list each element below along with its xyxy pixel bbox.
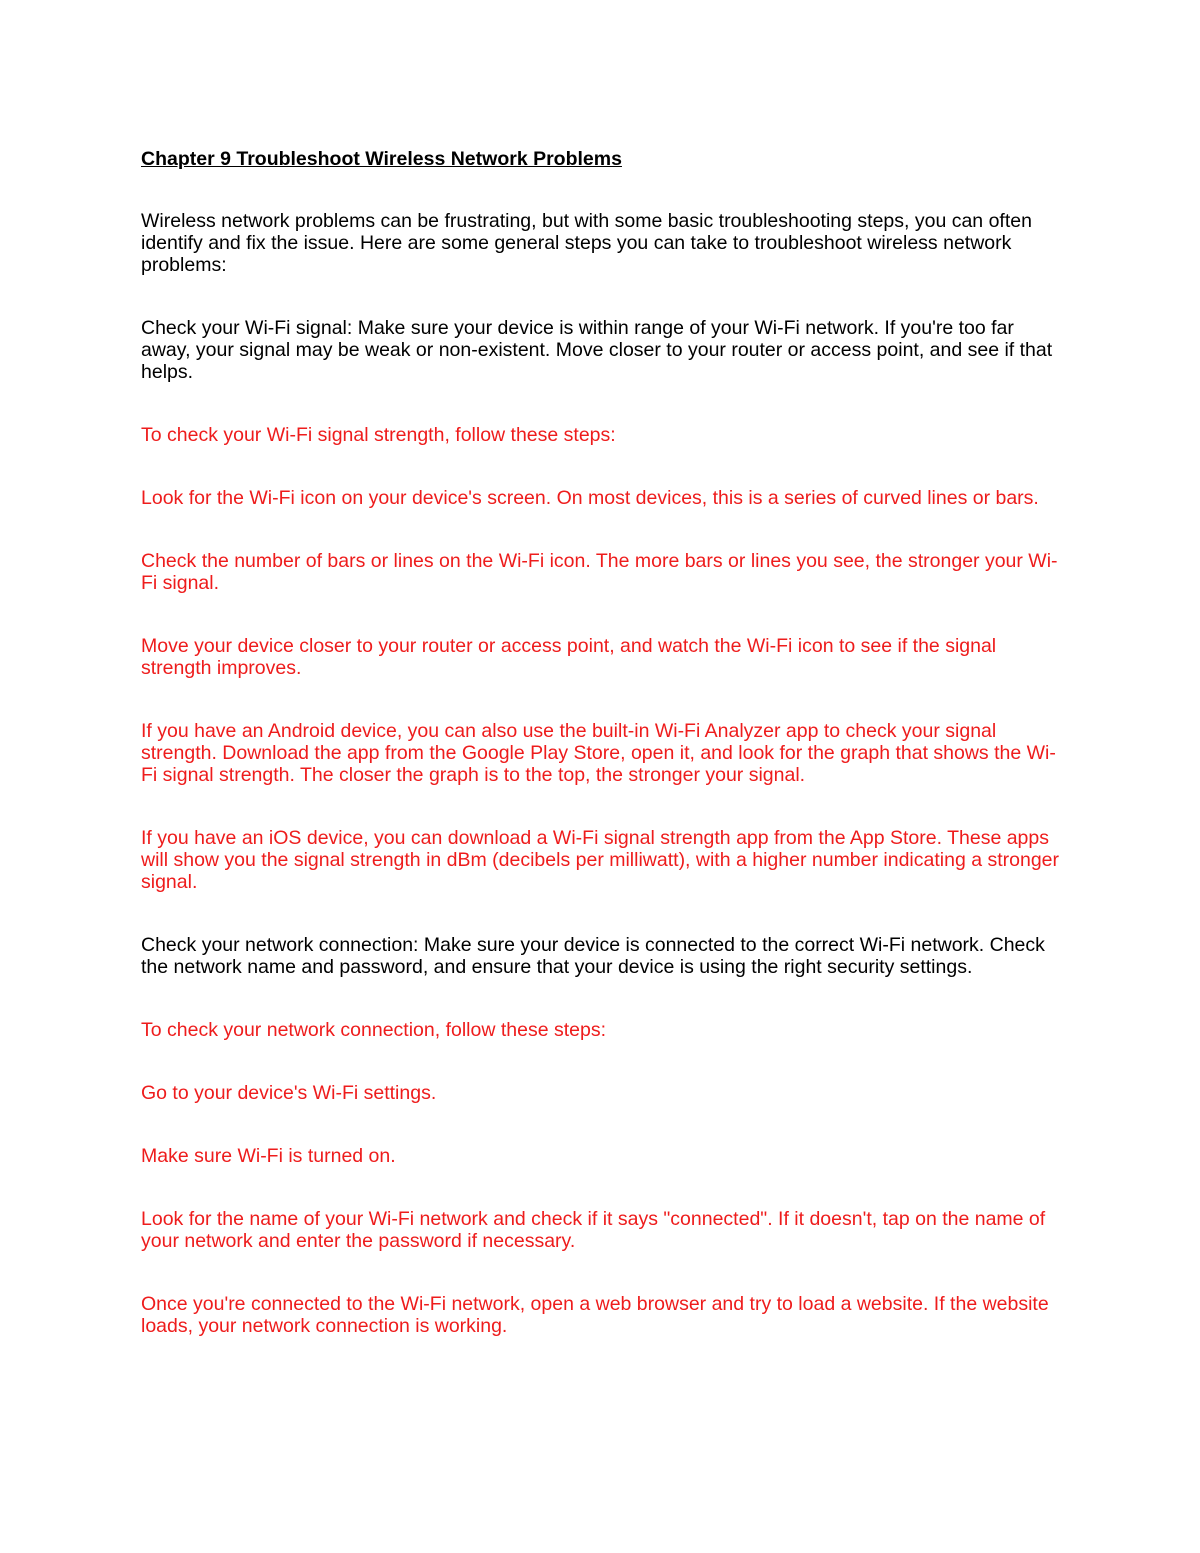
- signal-step-android: If you have an Android device, you can also use the built-in Wi-Fi Analyzer app to check your signal strength. Download the app from the Google Play Store, open it, and look for the graph that shows the Wi-Fi signal strength. The closer the graph is to the top, the stronger your signal.: [141, 720, 1056, 786]
- document-body: [141, 148, 1066, 1378]
- network-connection-paragraph: Check your network connection: Make sure your device is connected to the correct Wi-Fi network. Check the network name and password, and ensure that your device is using the right security settings.: [141, 934, 1045, 978]
- signal-steps-heading: To check your Wi-Fi signal strength, follow these steps:: [141, 424, 616, 446]
- wifi-signal-paragraph: Check your Wi-Fi signal: Make sure your device is within range of your Wi-Fi network. If you're too far away, your signal may be weak or non-existent. Move closer to your router or access point, and see if that helps.: [141, 317, 1053, 383]
- signal-step-icon: Look for the Wi-Fi icon on your device's screen. On most devices, this is a series of curved lines or bars.: [141, 487, 1039, 509]
- signal-step-bars: Check the number of bars or lines on the Wi-Fi icon. The more bars or lines you see, the stronger your Wi-Fi signal.: [141, 550, 1058, 594]
- connection-step-settings: Go to your device's Wi-Fi settings.: [141, 1082, 437, 1104]
- signal-step-move-closer: Move your device closer to your router or access point, and watch the Wi-Fi icon to see if the signal strength improves.: [141, 635, 997, 679]
- intro-paragraph: Wireless network problems can be frustrating, but with some basic troubleshooting steps, you can often identify and fix the issue. Here are some general steps you can take to troubleshoot wireless network problems:: [141, 210, 1032, 276]
- chapter-title: Chapter 9 Troubleshoot Wireless Network Problems: [141, 148, 622, 170]
- connection-step-browser: Once you're connected to the Wi-Fi network, open a web browser and try to load a website. If the website loads, your network connection is working.: [141, 1293, 1049, 1337]
- connection-step-turn-on: Make sure Wi-Fi is turned on.: [141, 1145, 396, 1167]
- connection-step-check-name: Look for the name of your Wi-Fi network and check if it says "connected". If it doesn't, tap on the name of your network and enter the password if necessary.: [141, 1208, 1046, 1252]
- connection-steps-heading: To check your network connection, follow these steps:: [141, 1019, 606, 1041]
- signal-step-ios: If you have an iOS device, you can download a Wi-Fi signal strength app from the App Store. These apps will show you the signal strength in dBm (decibels per milliwatt), with a higher number indicating a stronger signal.: [141, 827, 1060, 893]
